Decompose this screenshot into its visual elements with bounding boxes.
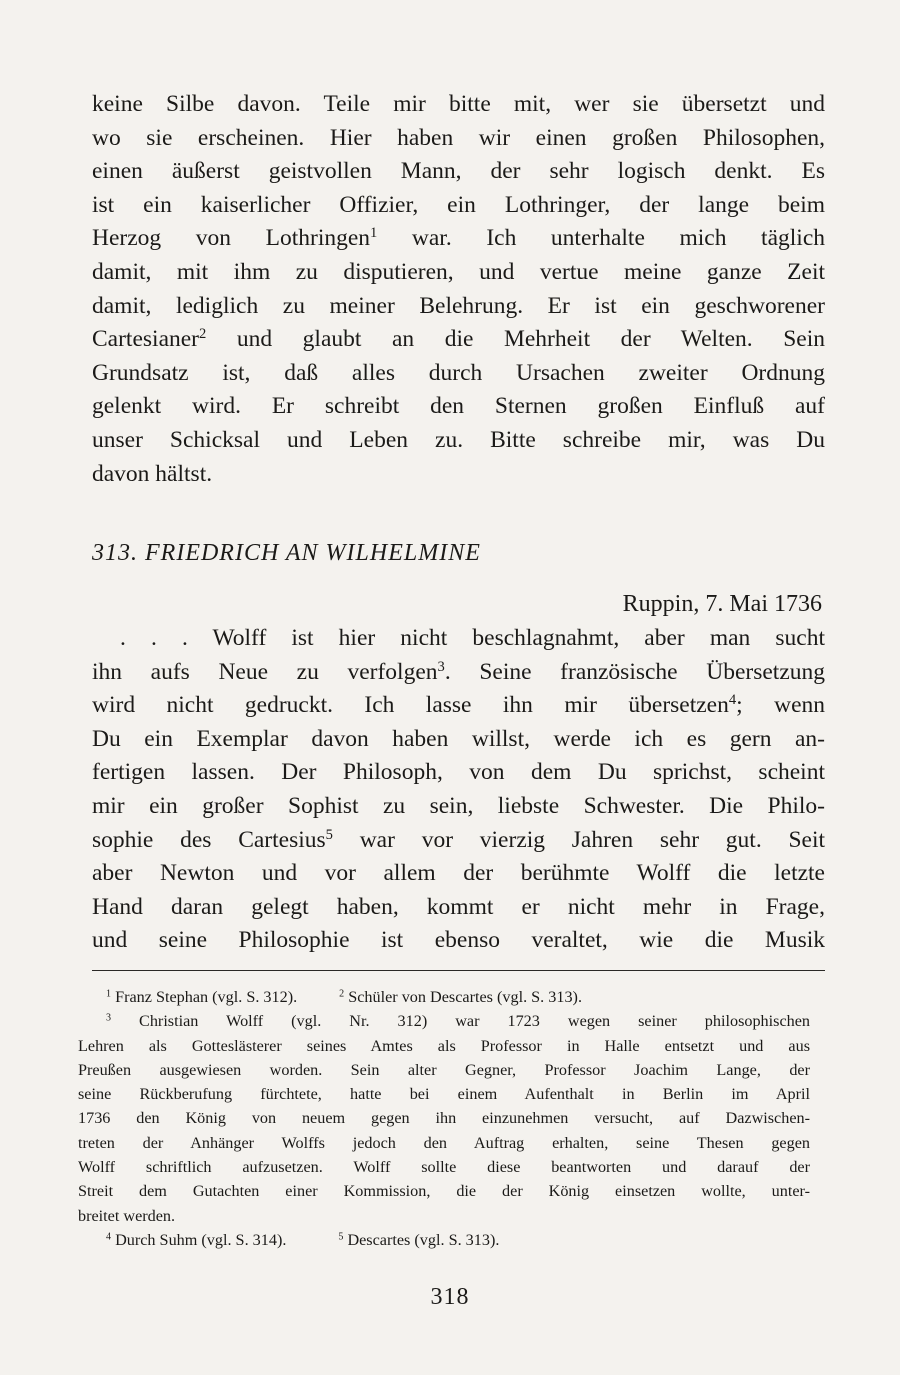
footnote-5: [338, 1228, 499, 1252]
text-line: [92, 222, 825, 256]
text-line: aber Newton und vor allem der berühmte Wolff die letzte: [92, 860, 825, 887]
footnote-3-line: Wolff schriftlich aufzusetzen. Wolff sollte diese beantworten und darauf der: [78, 1158, 810, 1177]
text-line: ist ein kaiserlicher Offizier, ein Lothringer, der lange beim: [92, 191, 825, 218]
footnote-marker: 2: [339, 988, 345, 1000]
continued-paragraph: [92, 88, 825, 491]
letter-dateline: Ruppin, 7. Mai 1736: [622, 591, 822, 617]
text-segment: Cartesianer: [92, 326, 200, 353]
text-segment: war. Ich unterhalte mich täglich: [377, 225, 826, 252]
text-line: [92, 689, 825, 723]
footnote-3-line: treten der Anhänger Wolffs jedoch den Auftrag erhalten, seine Thesen gegen: [78, 1133, 810, 1152]
letter-body: [92, 622, 825, 958]
text-segment: und glaubt an die Mehrheit der Welten. Sein: [206, 326, 825, 353]
footnote-text: Durch Suhm (vgl. S. 314).: [115, 1230, 287, 1249]
text-segment: Herzog von Lothringen: [92, 225, 371, 252]
text-line: Du ein Exemplar davon haben willst, werde ich es gern an-: [92, 725, 825, 752]
text-segment: sophie des Cartesius: [92, 826, 326, 853]
footnote-3-line: breitet werden.: [78, 1206, 176, 1225]
footnote-marker: 1: [370, 225, 378, 242]
letter-heading: 313. FRIEDRICH AN WILHELMINE: [92, 540, 481, 566]
footnote-marker: 3: [437, 658, 445, 675]
footnote-row: [78, 1228, 810, 1252]
text-segment: war vor vierzig Jahren sehr gut. Seit: [332, 826, 826, 853]
text-line: [92, 824, 825, 858]
text-line: davon hältst.: [92, 460, 213, 487]
footnote-marker: 1: [106, 988, 112, 1000]
footnote-marker: 5: [325, 826, 333, 843]
text-line: wo sie erscheinen. Hier haben wir einen großen Philosophen,: [92, 124, 825, 151]
footnote-3-line: seine Rückberufung fürchtete, hatte bei einem Aufenthalt in Berlin im April: [78, 1085, 810, 1104]
footnote-row: [78, 985, 810, 1009]
text-line: und seine Philosophie ist ebenso veraltet, wie die Musik: [92, 927, 825, 954]
footnote-3-line: Streit dem Gutachten einer Kommission, die der König einsetzen wollte, unter-: [78, 1182, 810, 1201]
footnote-marker: 4: [106, 1231, 112, 1243]
text-line: einen äußerst geistvollen Mann, der sehr logisch denkt. Es: [92, 158, 825, 185]
footnote-1: [106, 985, 297, 1009]
text-line: damit, mit ihm zu disputieren, und vertue meine ganze Zeit: [92, 258, 825, 285]
text-line: mir ein großer Sophist zu sein, liebste Schwester. Die Philo-: [92, 792, 825, 819]
footnote-marker: 3: [106, 1012, 112, 1024]
text-line: [92, 656, 825, 690]
footnote-marker: 5: [338, 1231, 344, 1243]
text-line: damit, lediglich zu meiner Belehrung. Er ist ein geschworener: [92, 292, 825, 319]
footnote-rule: [92, 970, 825, 971]
page-number: 318: [430, 1284, 470, 1310]
text-line: keine Silbe davon. Teile mir bitte mit, wer sie übersetzt und: [92, 91, 825, 117]
footnote-4: [106, 1228, 286, 1252]
text-line: Hand daran gelegt haben, kommt er nicht mehr in Frage,: [92, 893, 825, 920]
footnote-3-line: Preußen ausgewiesen worden. Sein alter Gegner, Professor Joachim Lange, der: [78, 1060, 810, 1079]
footnote-marker: 4: [728, 692, 737, 709]
footnote-text: Descartes (vgl. S. 313).: [347, 1230, 500, 1249]
footnote-2: [339, 985, 582, 1009]
text-segment: ; wenn: [736, 692, 825, 719]
footnote-3-line: [78, 1009, 810, 1033]
footnote-text: Schüler von Descartes (vgl. S. 313).: [348, 988, 582, 1006]
footnotes: [78, 985, 810, 1252]
text-line: fertigen lassen. Der Philosoph, von dem Du sprichst, scheint: [92, 759, 825, 786]
text-line: unser Schicksal und Leben zu. Bitte schreibe mir, was Du: [92, 426, 825, 453]
footnote-text: Christian Wolff (vgl. Nr. 312) war 1723 wegen seiner philosophischen: [139, 1012, 810, 1031]
footnote-3-line: Lehren als Gotteslästerer seines Amtes als Professor in Halle entsetzt und aus: [78, 1036, 810, 1055]
text-line: . . . Wolff ist hier nicht beschlagnahmt, aber man sucht: [120, 625, 825, 651]
text-line: [92, 323, 825, 357]
text-segment: wird nicht gedruckt. Ich lasse ihn mir übersetzen: [92, 692, 729, 719]
footnote-3-line: 1736 den König von neuem gegen ihn einzunehmen versucht, auf Dazwischen-: [78, 1109, 810, 1128]
footnote-marker: 2: [199, 326, 207, 343]
text-segment: . Seine französische Übersetzung: [444, 658, 826, 685]
text-segment: ihn aufs Neue zu verfolgen: [92, 658, 438, 685]
footnote-text: Franz Stephan (vgl. S. 312).: [115, 988, 298, 1006]
text-line: gelenkt wird. Er schreibt den Sternen großen Einfluß auf: [92, 393, 825, 420]
text-line: Grundsatz ist, daß alles durch Ursachen zweiter Ordnung: [92, 359, 825, 386]
